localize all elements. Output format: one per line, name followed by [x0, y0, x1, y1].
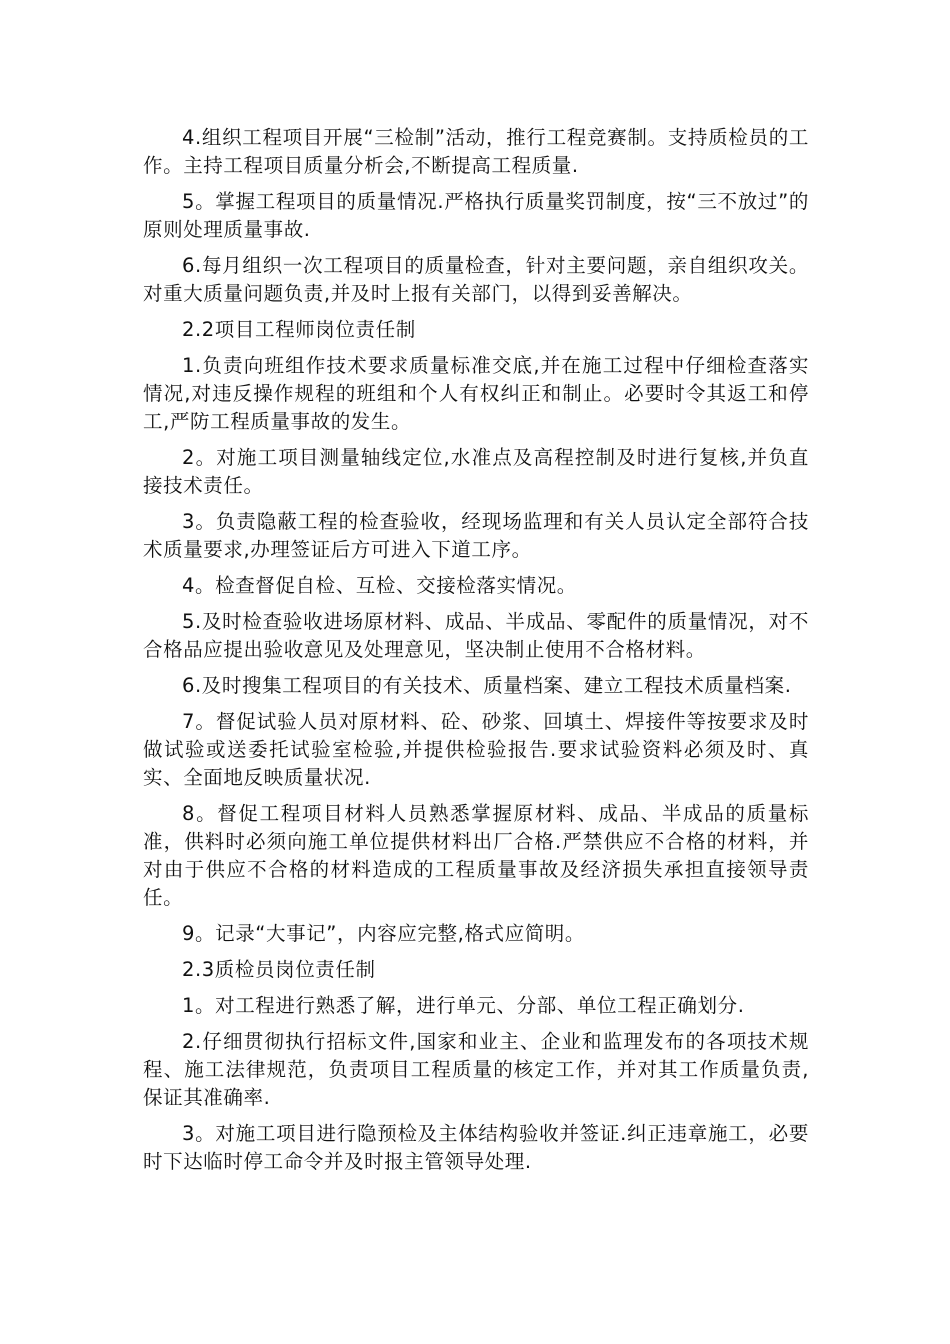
document-body	[143, 124, 809, 1184]
paragraph: 2.仔细贯彻执行招标文件,国家和业主、企业和监理发布的各项技术规程、施工法律规范，负责项目工程质量的核定工作，并对其工作质量负责,保证其准确率.	[143, 1030, 809, 1109]
paragraph: 2。对施工项目测量轴线定位,水准点及高程控制及时进行复核,并负直接技术责任。	[143, 446, 809, 497]
section-heading: 2.3质检员岗位责任制	[182, 958, 376, 981]
paragraph: 3。负责隐蔽工程的检查验收，经现场监理和有关人员认定全部符合技术质量要求,办理签证后方可进入下道工序。	[143, 510, 809, 561]
paragraph: 3。对施工项目进行隐预检及主体结构验收并签证.纠正违章施工，必要时下达临时停工命令并及时报主管领导处理.	[143, 1122, 809, 1173]
paragraph: 4.组织工程项目开展“三检制”活动，推行工程竞赛制。支持质检员的工作。主持工程项目质量分析会,不断提高工程质量.	[143, 126, 809, 177]
paragraph: 5。掌握工程项目的质量情况.严格执行质量奖罚制度，按“三不放过”的原则处理质量事故.	[143, 190, 809, 241]
paragraph: 1。对工程进行熟悉了解，进行单元、分部、单位工程正确划分.	[182, 994, 745, 1017]
paragraph: 6.每月组织一次工程项目的质量检查，针对主要问题，亲自组织攻关。对重大质量问题负责,并及时上报有关部门，以得到妥善解决。	[143, 254, 809, 305]
paragraph: 9。记录“大事记”，内容应完整,格式应简明。	[182, 922, 586, 945]
paragraph: 8。督促工程项目材料人员熟悉掌握原材料、成品、半成品的质量标准，供料时必须向施工单位提供材料出厂合格.严禁供应不合格的材料，并对由于供应不合格的材料造成的工程质量事故及经济损失承担直接领导责任。	[143, 802, 809, 909]
paragraph: 5.及时检查验收进场原材料、成品、半成品、零配件的质量情况，对不合格品应提出验收意见及处理意见，坚决制止使用不合格材料。	[143, 610, 809, 661]
section-heading: 2.2项目工程师岗位责任制	[182, 318, 416, 341]
paragraph: 7。督促试验人员对原材料、砼、砂浆、回填土、焊接件等按要求及时做试验或送委托试验室检验,并提供检验报告.要求试验资料必须及时、真实、全面地反映质量状况.	[143, 710, 809, 789]
paragraph: 6.及时搜集工程项目的有关技术、质量档案、建立工程技术质量档案.	[182, 674, 792, 697]
paragraph: 1.负责向班组作技术要求质量标准交底,并在施工过程中仔细检查落实情况,对违反操作规程的班组和个人有权纠正和制止。必要时令其返工和停工,严防工程质量事故的发生。	[143, 354, 809, 433]
paragraph: 4。检查督促自检、互检、交接检落实情况。	[182, 574, 577, 597]
